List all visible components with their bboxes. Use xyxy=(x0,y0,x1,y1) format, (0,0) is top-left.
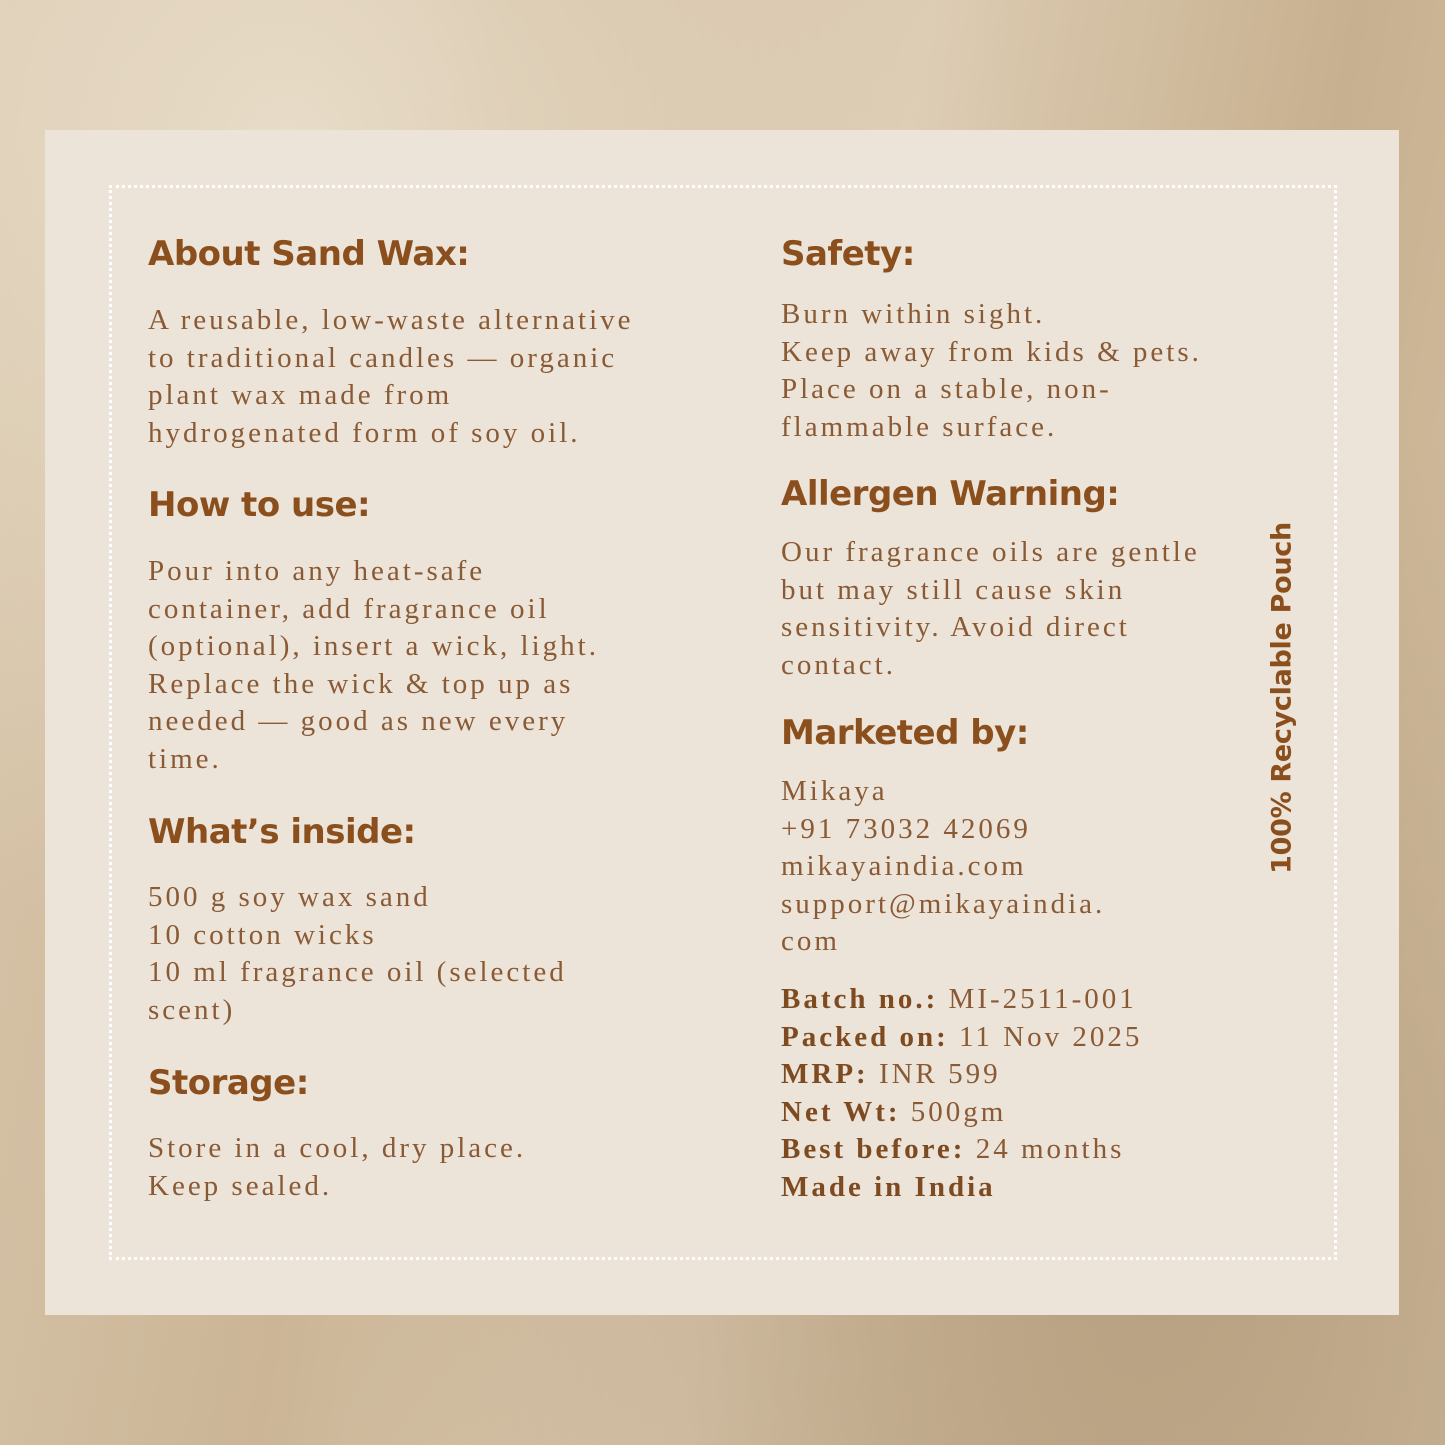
about-text xyxy=(148,302,634,452)
info-label: Made in India xyxy=(781,1170,996,1203)
info-label: MRP: xyxy=(781,1058,869,1090)
label-card xyxy=(45,130,1399,1315)
info-label: Net Wt: xyxy=(781,1095,901,1128)
batch-number-row xyxy=(781,981,1142,1019)
whats-inside-line: 10 ml fragrance oil (selected xyxy=(148,956,567,988)
info-label: Best before: xyxy=(781,1133,966,1165)
allergen-line: Our fragrance oils are gentle xyxy=(781,536,1200,568)
allergen-text xyxy=(781,534,1200,684)
safety-line: Keep away from kids & pets. xyxy=(781,335,1202,368)
marketed-by-text xyxy=(781,773,1105,961)
whats-inside-text xyxy=(148,879,567,1029)
how-to-use-heading: How to use: xyxy=(148,485,371,525)
info-label: Batch no.: xyxy=(781,983,939,1015)
recyclable-pouch-text: 100% Recyclable Pouch xyxy=(1266,522,1298,874)
about-line: A reusable, low-waste alternative xyxy=(148,304,634,336)
safety-line: Place on a stable, non- xyxy=(781,373,1112,405)
allergen-heading: Allergen Warning: xyxy=(781,474,1120,514)
mrp-row xyxy=(781,1056,1142,1094)
about-line: plant wax made from xyxy=(148,379,453,411)
made-in-row xyxy=(781,1169,1142,1207)
storage-heading: Storage: xyxy=(148,1063,309,1103)
allergen-line: but may still cause skin xyxy=(781,573,1126,606)
company-name: Mikaya xyxy=(781,775,888,807)
info-value: INR 599 xyxy=(868,1058,1001,1090)
how-to-use-line: container, add fragrance oil xyxy=(148,592,550,625)
info-label: Packed on: xyxy=(781,1020,949,1053)
about-line: hydrogenated form of soy oil. xyxy=(148,416,581,449)
marketed-by-heading: Marketed by: xyxy=(781,713,1029,753)
safety-heading: Safety: xyxy=(781,234,915,274)
whats-inside-line: 500 g soy wax sand xyxy=(148,881,431,913)
how-to-use-line: Replace the wick & top up as xyxy=(148,667,574,700)
phone-number: +91 73032 42069 xyxy=(781,812,1031,845)
how-to-use-text xyxy=(148,553,599,778)
storage-line: Keep sealed. xyxy=(148,1169,333,1202)
whats-inside-line: scent) xyxy=(148,993,236,1026)
how-to-use-line: needed — good as new every xyxy=(148,705,569,737)
website: mikayaindia.com xyxy=(781,850,1027,882)
packed-on-row xyxy=(781,1019,1142,1057)
net-weight-row xyxy=(781,1094,1142,1132)
storage-line: Store in a cool, dry place. xyxy=(148,1132,527,1164)
info-value: 500gm xyxy=(900,1095,1007,1128)
how-to-use-line: Pour into any heat-safe xyxy=(148,555,486,587)
allergen-line: contact. xyxy=(781,648,896,681)
whats-inside-line: 10 cotton wicks xyxy=(148,918,377,951)
product-info xyxy=(781,981,1142,1206)
support-email-continued: com xyxy=(781,925,840,957)
info-value: MI-2511-001 xyxy=(938,983,1137,1015)
support-email: support@mikayaindia. xyxy=(781,887,1106,920)
whats-inside-heading: What’s inside: xyxy=(148,812,416,852)
info-value: 24 months xyxy=(965,1133,1125,1165)
storage-text xyxy=(148,1130,526,1205)
how-to-use-line: time. xyxy=(148,742,222,775)
safety-text xyxy=(781,296,1202,446)
info-value: 11 Nov 2025 xyxy=(948,1020,1143,1053)
about-line: to traditional candles — organic xyxy=(148,341,618,374)
allergen-line: sensitivity. Avoid direct xyxy=(781,611,1130,643)
safety-line: flammable surface. xyxy=(781,410,1058,443)
about-heading: About Sand Wax: xyxy=(148,234,470,274)
safety-line: Burn within sight. xyxy=(781,298,1046,330)
best-before-row xyxy=(781,1131,1142,1169)
how-to-use-line: (optional), insert a wick, light. xyxy=(148,630,599,662)
